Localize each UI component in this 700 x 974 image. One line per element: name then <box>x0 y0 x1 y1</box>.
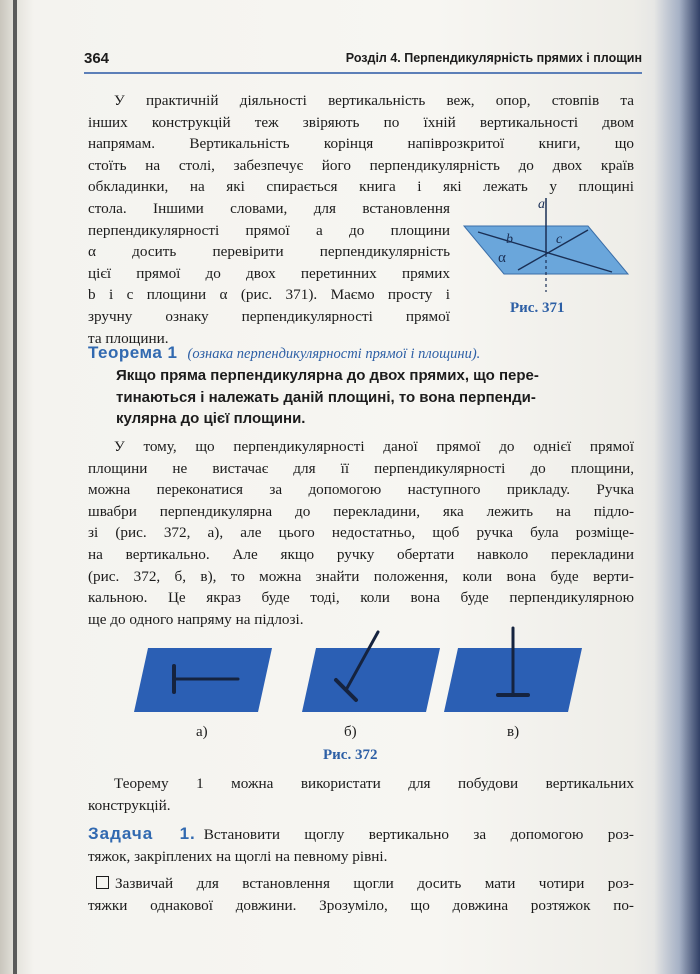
theorem-subtitle: (ознака перпендикулярності прямої і площини). <box>187 346 481 362</box>
floor-plane <box>302 648 440 712</box>
theorem-statement <box>116 365 633 430</box>
intro-line: та площини. <box>88 329 169 347</box>
paragraph-line: Теорему 1 можна використати для побудови вертикальних <box>114 775 634 792</box>
figure-371-caption: Рис. 371 <box>510 300 565 316</box>
paragraph-line: У тому, що перпендикулярності даної прямої до однієї прямої <box>114 438 634 455</box>
intro-line: У практичній діяльності вертикальність веж, опор, стовпів та <box>114 92 634 109</box>
label-c: c <box>556 232 563 247</box>
paragraph-line: на вертикально. Але якщо ручку обертати навколо перекладини <box>88 545 634 563</box>
intro-line: стоїть на столі, забезпечує його перпендикулярність до двох країв <box>88 156 634 174</box>
figure-372-caption: Рис. 372 <box>323 747 378 763</box>
intro-line: b і c площини α (рис. 371). Маємо просту і <box>88 286 450 304</box>
intro-line: напрямам. Вертикальність корінця напіврозкритої книги, що <box>88 135 634 153</box>
binding-line <box>13 0 17 974</box>
paragraph-line: можна переконатися за допомогою наступного прикладу. Ручка <box>88 481 634 499</box>
paragraph-line: ще до одного напряму на підлозі. <box>88 610 304 628</box>
page-number: 364 <box>84 50 110 67</box>
intro-line: стола. Іншими словами, для встановлення <box>88 199 450 217</box>
figure-372-b <box>302 632 440 712</box>
theorem-line: Якщо пряма перпендикулярна до двох прямих, що пере- <box>116 367 539 384</box>
theorem-heading <box>88 343 480 363</box>
label-alpha: α <box>498 250 506 266</box>
intro-line: цієї прямої до двох перетинних прямих <box>88 264 450 282</box>
page-header <box>84 50 642 74</box>
intro-line: обкладинки, на які спирається книга і які лежать у площині <box>88 178 634 196</box>
intro-line: зручну ознаку перпендикулярності прямої <box>88 307 450 325</box>
page-edge-shadow <box>654 0 700 974</box>
paragraph-line: зі (рис. 372, а), але цього недостатньо, щоб ручка була розміще- <box>88 524 634 542</box>
figure-371 <box>460 196 634 296</box>
label-b: b <box>506 232 513 247</box>
intro-line: перпендикулярності прямої a до площини <box>88 221 450 239</box>
figure-label-c: в) <box>507 724 520 740</box>
intro-line: α досить перевірити перпендикулярність <box>88 243 450 261</box>
paragraph-3 <box>88 773 634 816</box>
theorem-line: кулярна до цієї площини. <box>116 410 306 428</box>
paragraph-line: кальною. Це якраз буде тоді, коли вона буде перпендикулярною <box>88 589 634 607</box>
paragraph-line: площини не вистачає для її перпендикулярності до площини, <box>88 459 634 477</box>
paragraph-line: (рис. 372, б, в), то можна знайти положення, коли вона буде верти- <box>88 567 634 585</box>
task-line: тяжок, закріплених на щоглі на певному рівні. <box>88 847 388 865</box>
figure-label-a: а) <box>196 724 208 740</box>
figure-372-a <box>134 648 272 712</box>
paragraph-line: швабри перпендикулярна до перекладини, яка лежить на підло- <box>88 502 634 520</box>
figure-372-c <box>444 628 582 712</box>
paragraph-line: конструкцій. <box>88 796 171 814</box>
task-line: Встановити щоглу вертикально за допомогою роз- <box>203 826 634 843</box>
book-spine-shadow <box>0 0 34 974</box>
header-rule <box>84 72 642 74</box>
solution-line: тяжки однакової довжини. Зрозуміло, що довжина розтяжок по- <box>88 896 634 914</box>
task <box>88 823 634 867</box>
task-title: Задача 1. <box>88 824 196 843</box>
section-title: Розділ 4. Перпендикулярність прямих і площин <box>345 51 642 65</box>
solution-paragraph <box>88 873 634 916</box>
intro-line: інших конструкцій теж звіряють по їхній вертикальності двом <box>88 113 634 131</box>
figure-372 <box>130 620 590 740</box>
figure-label-b: б) <box>344 724 357 740</box>
paragraph-2 <box>88 436 634 630</box>
theorem-line: тинаються і належать даній площині, то вона перпенди- <box>116 388 536 406</box>
solution-line: Зазвичай для встановлення щогли досить мати чотири роз- <box>115 875 634 892</box>
theorem-title: Теорема 1 <box>88 343 178 362</box>
solution-start-square-icon <box>96 876 109 889</box>
label-a: a <box>538 197 545 212</box>
